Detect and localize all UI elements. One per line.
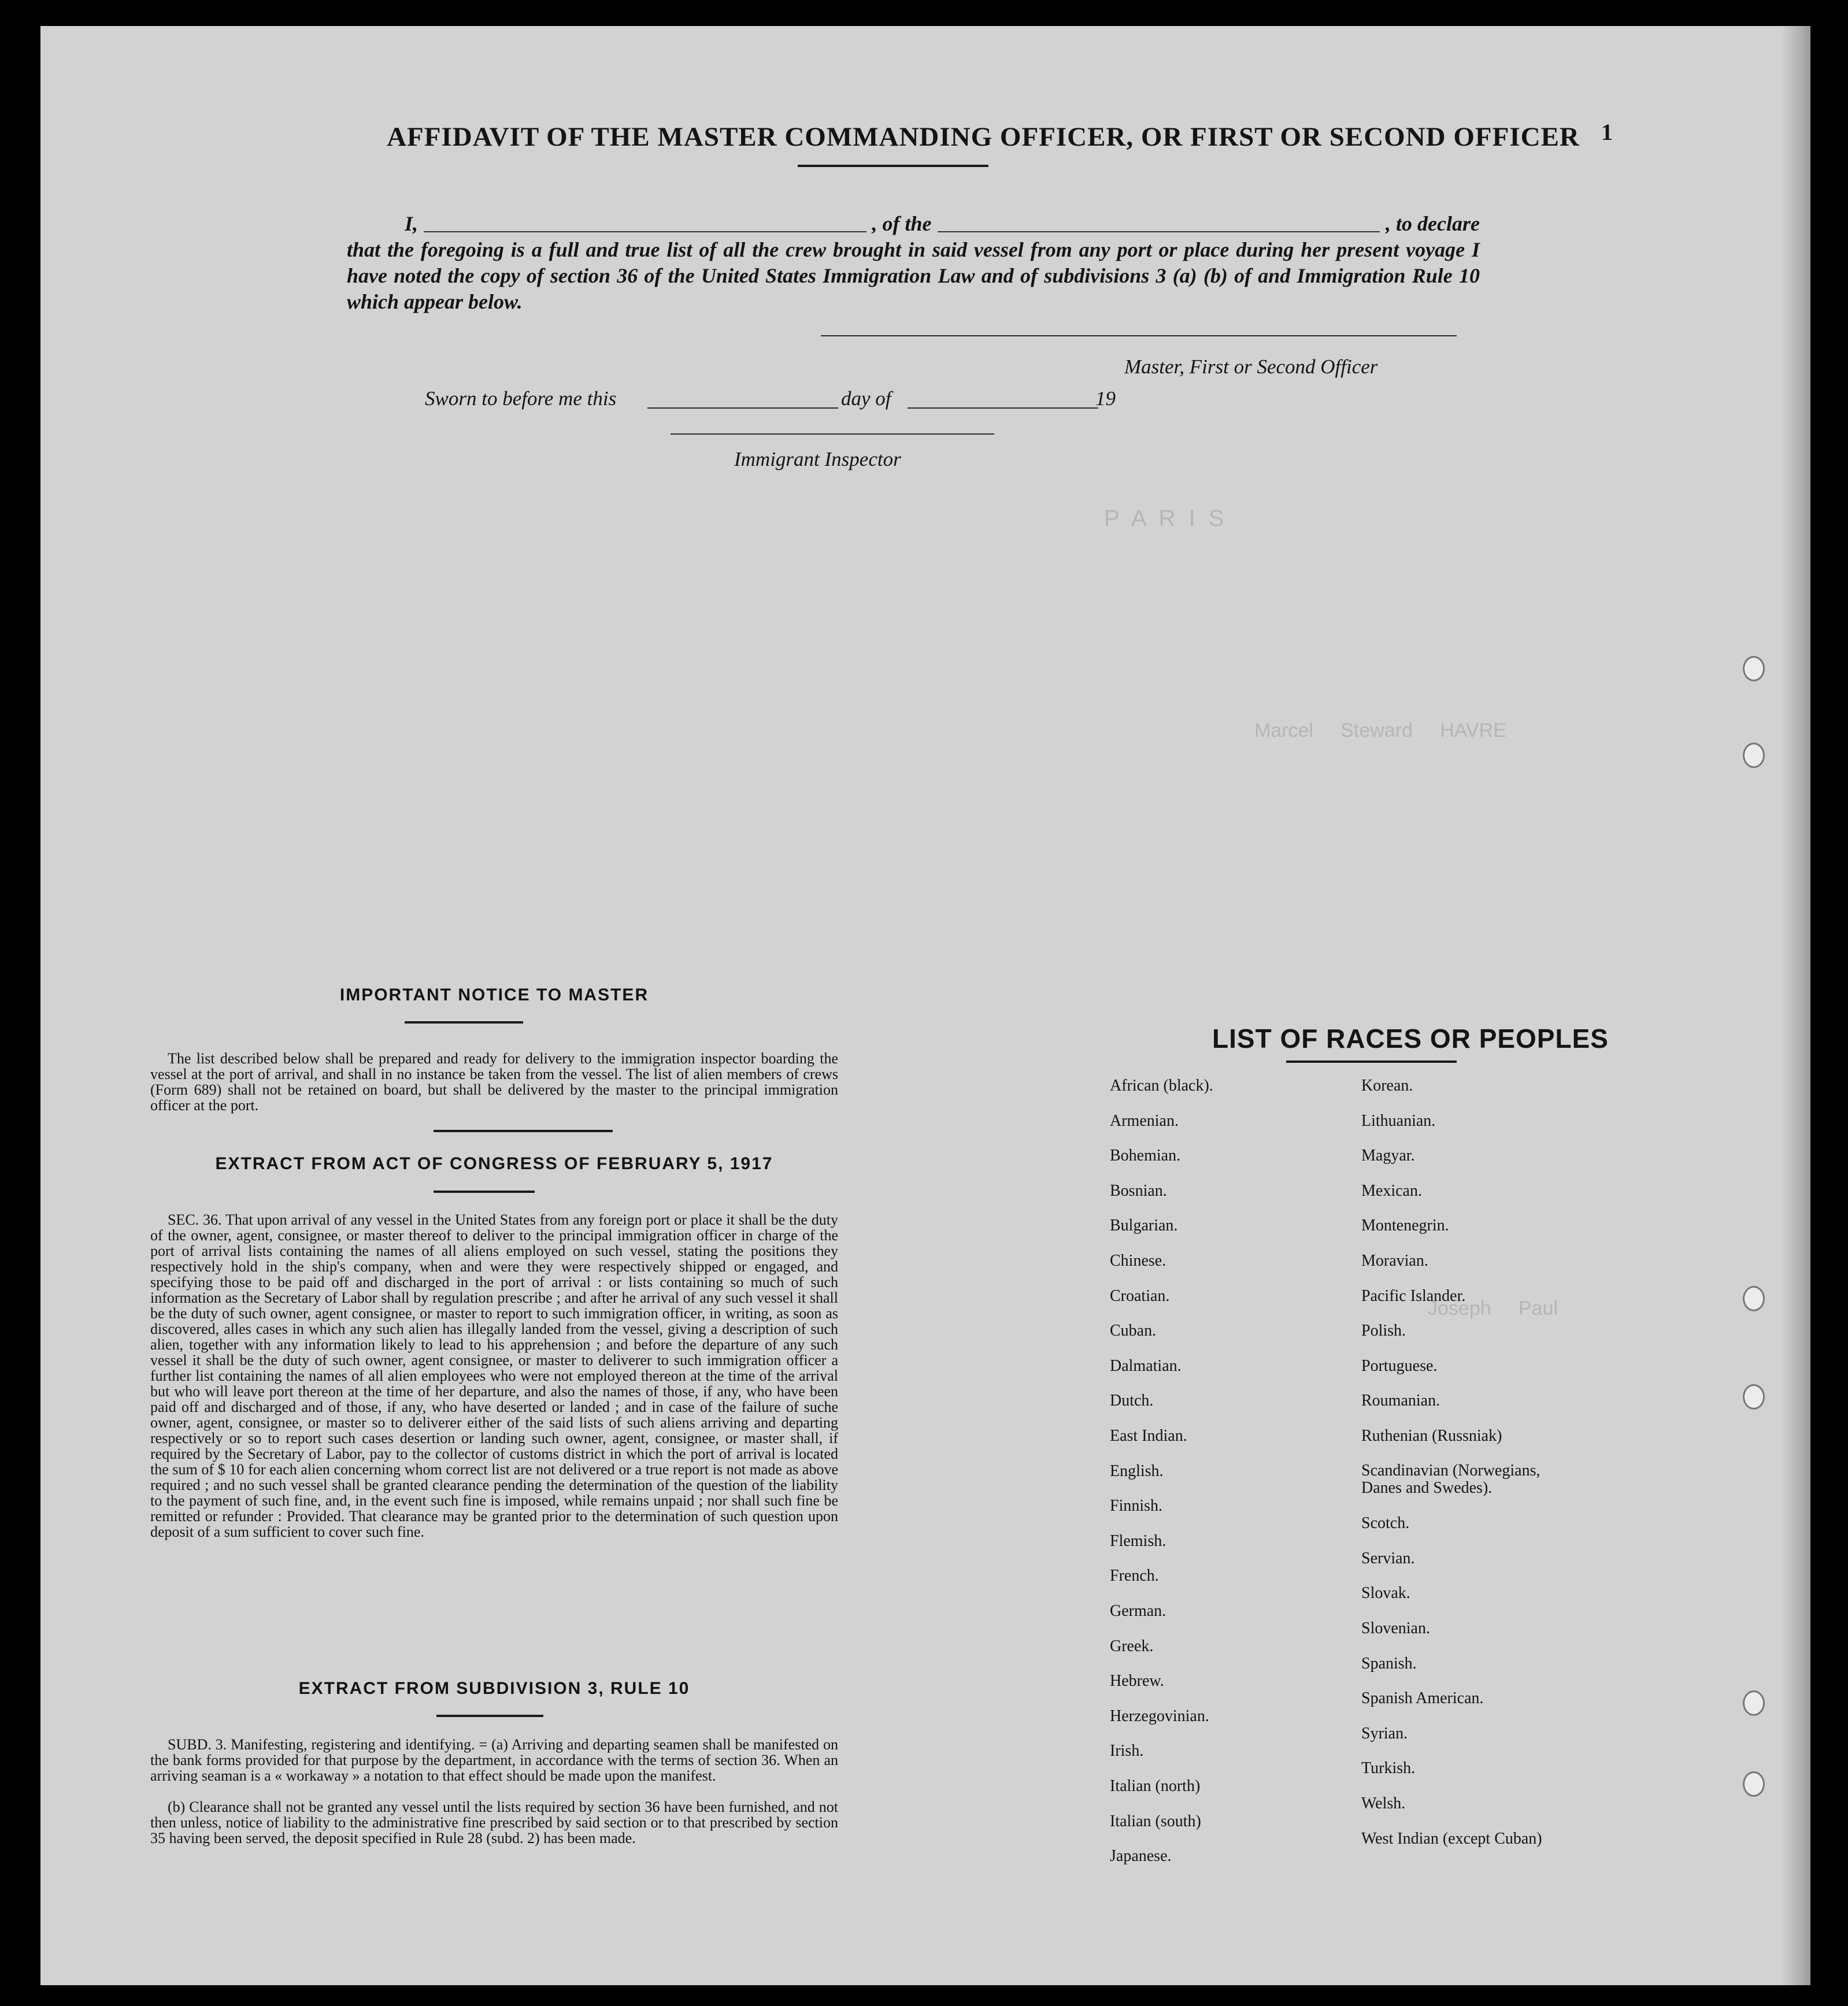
race-item: Bohemian. [1110, 1147, 1181, 1165]
punch-hole [1743, 1286, 1765, 1311]
race-item: African (black). [1110, 1077, 1213, 1095]
name-blank [424, 231, 866, 232]
punch-hole [1743, 1690, 1765, 1716]
race-item: Polish. [1361, 1322, 1406, 1340]
show-through-text: Joseph Paul [1428, 1297, 1558, 1319]
race-item: Flemish. [1110, 1532, 1166, 1550]
race-item: English. [1110, 1462, 1164, 1480]
race-item: Syrian. [1361, 1724, 1408, 1742]
notice-body: The list described below shall be prepared and ready for delivery to the immigration inspector boarding the vessel at the port of arrival, and shall in no instance be taken from the vessel. The list of alien members of crews (Form 689) shall not be retained on board, but shall be delivered by the master to the principal immigration officer at the port. [150, 1050, 838, 1114]
race-item: Turkish. [1361, 1759, 1416, 1778]
show-through-text: Marcel Steward HAVRE [1254, 720, 1506, 741]
affidavit-paragraph [347, 211, 1480, 315]
month-blank [908, 407, 1098, 409]
race-item: Roumanian. [1361, 1392, 1440, 1410]
act-extract-body: SEC. 36. That upon arrival of any vessel in the United States from any foreign port or place it shall be the duty of the owner, agent, consignee, or master thereof to deliver to the principal immigration officer in charge of the port of arrival lists containing the names of all aliens employed on such vessel, stating the positions they respectively hold in the ship's company, when and were they were respectively shipped or engaged, and specifying those to be paid off and discharged in the port of arrival : or lists containing so much of such information as the Secretary of Labor shall by regulation prescribe ; and after he arrival of any such vessel it shall be the duty of such owner, agent consignee, or master to report to such immigration officer, in writing, as soon as discovered, alles cases in which any such alien has illegally landed from the vessel, giving a description of such alien, together with any information likely to lead to his apprehension ; and before the departure of any such vessel it shall be the duty of such owner, agent consignee, or master to deliverer to such immigration officer a further list containing the names of all alien employees who were not employed thereon at the time of the arrival but who will leave port thereon at the time of her departure, and also the names of those, if any, who have been paid off and discharged and of those, if any, who have deserted or landed ; and in case of the failure of suche owner, agent, consignee, or master so to deliverer either of the said lists of such aliens arriving and departing respectively or so to report such cases desertion or landing such owner, agent, consignee, or master shall, if required by the Secretary of Labor, pay to the collector of customs district in which the port of arrival is located the sum of $ 10 for each alien concerning whom correct list are not delivered or a true report is not made as above required ; and no such vessel shall be granted clearance pending the determination of the question of the liability to the payment of such fine, and, in the event such fine is imposed, while remains unpaid ; nor shall such fine be remitted or refunder : Provided. That clearance may be granted prior to the determination of such question upon deposit of a sum sufficient to cover such fine. [150, 1211, 838, 1540]
race-item: Scotch. [1361, 1514, 1410, 1533]
affidavit-first-line [347, 211, 1480, 237]
day-of-label: day of [841, 387, 891, 410]
race-item: Irish. [1110, 1742, 1144, 1760]
rule-extract-underline [436, 1715, 543, 1717]
race-item: Portuguese. [1361, 1356, 1438, 1375]
race-item: Korean. [1361, 1077, 1413, 1095]
race-item: French. [1110, 1567, 1159, 1585]
binding-strip [1782, 26, 1810, 1985]
race-item: Pacific Islander. [1361, 1286, 1466, 1305]
race-item: German. [1110, 1602, 1166, 1620]
race-item: Croatian. [1110, 1286, 1170, 1305]
race-item: Mexican. [1361, 1181, 1422, 1200]
race-item: Chinese. [1110, 1252, 1166, 1270]
notice-divider [434, 1130, 613, 1132]
race-item: Herzegovinian. [1110, 1707, 1209, 1725]
act-extract-underline [434, 1191, 535, 1193]
master-label: Master, First or Second Officer [1124, 355, 1378, 378]
race-item: Lithuanian. [1361, 1111, 1436, 1130]
sworn-label: Sworn to before me this [425, 387, 617, 410]
race-item: Welsh. [1361, 1794, 1406, 1812]
affidavit-to-declare: , to declare [1386, 212, 1480, 235]
races-underline [1286, 1061, 1457, 1063]
title-underline [798, 165, 988, 167]
race-item: Spanish. [1361, 1654, 1417, 1673]
race-item: Bosnian. [1110, 1181, 1167, 1200]
document-page [40, 26, 1810, 1985]
race-item: Italian (north) [1110, 1777, 1201, 1795]
inspector-label: Immigrant Inspector [734, 448, 901, 470]
race-item: Moravian. [1361, 1252, 1428, 1270]
year-prefix: 19 [1095, 387, 1116, 410]
race-item: Hebrew. [1110, 1672, 1164, 1690]
race-item: Bulgarian. [1110, 1217, 1178, 1235]
notice-title: IMPORTANT NOTICE TO MASTER [339, 985, 649, 1004]
act-extract-title: EXTRACT FROM ACT OF CONGRESS OF FEBRUARY 5, 1917 [215, 1154, 773, 1173]
affidavit-body: that the foregoing is a full and true list of all the crew brought in said vessel from any port or place during her present voyage I have noted the copy of section 36 of the United States Immigration Law and of subdivisions 3 (a) (b) of and Immigration Rule 10 which appear below. [347, 238, 1480, 313]
race-item: Servian. [1361, 1549, 1415, 1567]
races-title: LIST OF RACES OR PEOPLES [1212, 1024, 1609, 1054]
notice-underline [405, 1021, 523, 1024]
rule-extract-title: EXTRACT FROM SUBDIVISION 3, RULE 10 [298, 1679, 690, 1698]
vessel-blank [938, 231, 1380, 232]
race-item: Finnish. [1110, 1497, 1163, 1515]
race-item: Slovenian. [1361, 1619, 1430, 1637]
affidavit-of-the: , of the [872, 212, 932, 235]
race-item: Spanish American. [1361, 1689, 1484, 1708]
race-item: Italian (south) [1110, 1812, 1201, 1830]
page-mark: 1 [1601, 119, 1613, 145]
race-item: Montenegrin. [1361, 1217, 1449, 1235]
race-item: Armenian. [1110, 1111, 1179, 1130]
punch-hole [1743, 1771, 1765, 1797]
race-item: Magyar. [1361, 1147, 1415, 1165]
punch-hole [1743, 1384, 1765, 1410]
rule-extract-para-a: SUBD. 3. Manifesting, registering and identifying. = (a) Arriving and departing seamen shall be manifested on the bank forms provided for that purpose by the department, in accordance with the terms of section 36. When an arriving seaman is a « workaway » a notation to that effect should be made upon the manifest. [150, 1736, 838, 1784]
race-item: East Indian. [1110, 1427, 1187, 1445]
race-item: Slovak. [1361, 1584, 1410, 1603]
signature-line [821, 335, 1457, 336]
race-item: Scandinavian (Norwegians, Danes and Swedes). [1361, 1461, 1540, 1497]
race-item: Greek. [1110, 1637, 1154, 1655]
rule-extract-para-b: (b) Clearance shall not be granted any vessel until the lists required by section 36 have been furnished, and not then unless, notice of liability to the administrative fine prescribed by said section or to that prescribed by section 35 having been served, the deposit specified in Rule 28 (subd. 2) has been made. [150, 1799, 838, 1846]
race-item: Ruthenian (Russniak) [1361, 1427, 1502, 1445]
sworn-day-blank [647, 407, 838, 409]
inspector-signature-line [671, 433, 994, 435]
show-through-text: P A R I S [1104, 506, 1228, 531]
punch-hole [1743, 743, 1765, 768]
race-item: Dutch. [1110, 1392, 1154, 1410]
race-item: Dalmatian. [1110, 1356, 1182, 1375]
affidavit-i: I, [405, 212, 419, 235]
race-item: West Indian (except Cuban) [1361, 1829, 1542, 1848]
race-item: Japanese. [1110, 1847, 1172, 1866]
affidavit-title: AFFIDAVIT OF THE MASTER COMMANDING OFFICER, OR FIRST OR SECOND OFFICER [387, 122, 1580, 152]
race-item: Cuban. [1110, 1322, 1157, 1340]
punch-hole [1743, 656, 1765, 681]
